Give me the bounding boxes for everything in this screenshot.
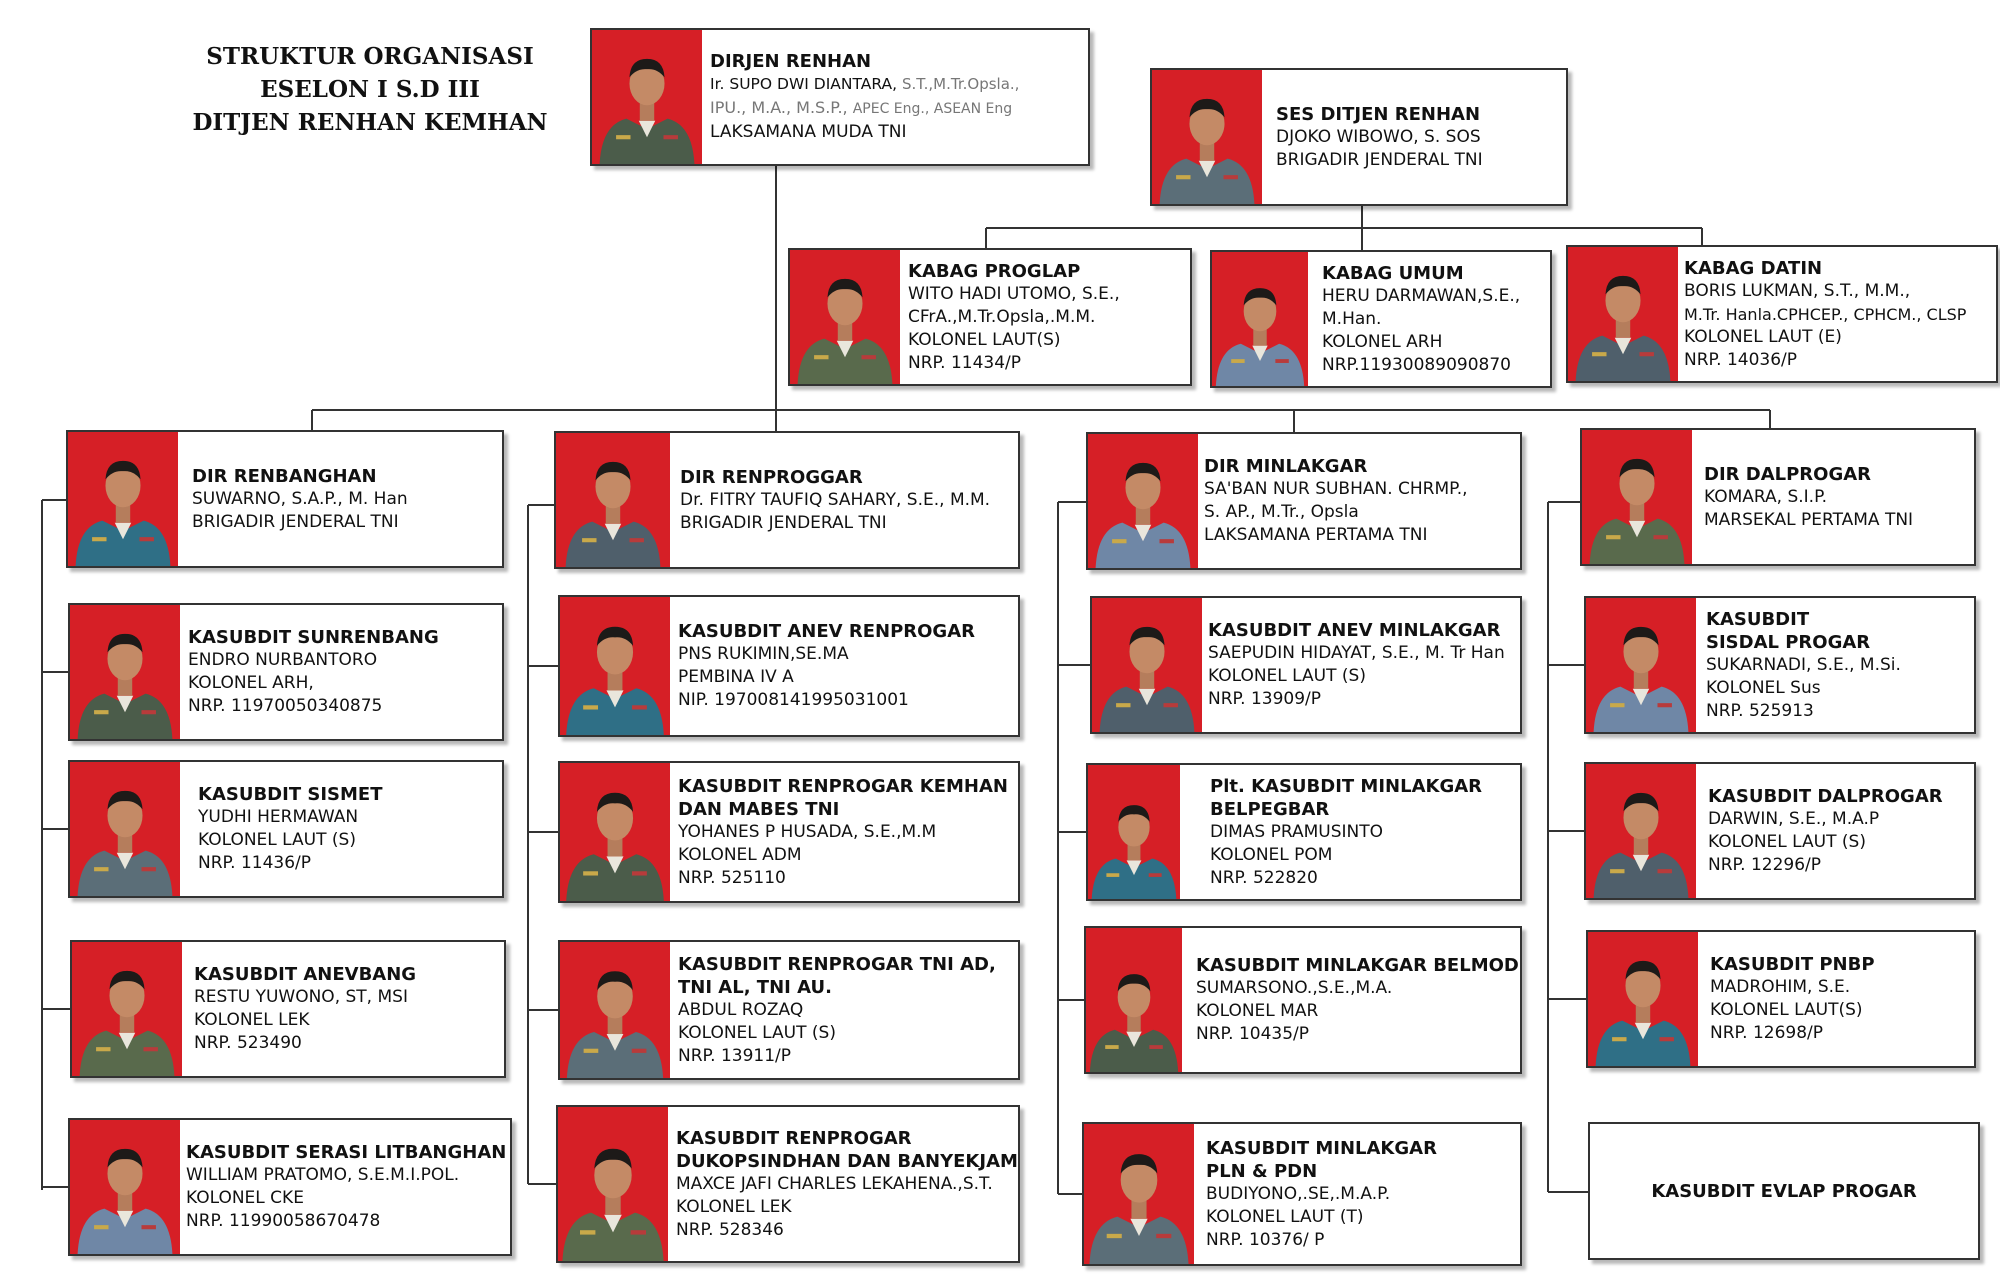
portrait-icon	[560, 942, 670, 1078]
box-kabag-proglap	[788, 248, 1192, 386]
kasubdit-renprogar-kemhan-line-3: NRP. 525110	[678, 867, 786, 888]
photo-kabag-datin	[1568, 247, 1678, 381]
kasubdit-renprogar-dukopsindhan-line-2: KOLONEL LEK	[676, 1196, 792, 1217]
kasubdit-minlakgar-pln-pdn-line-2: KOLONEL LAUT (T)	[1206, 1206, 1364, 1227]
kasubdit-minlakgar-pln-pdn-title-2: PLN & PDN	[1206, 1160, 1318, 1182]
portrait-icon	[1582, 430, 1692, 564]
box-kasubdit-anev-minlakgar	[1090, 596, 1522, 734]
kasubdit-serasi-litbanghan-line-1: WILLIAM PRATOMO, S.E.M.I.POL.	[186, 1165, 460, 1185]
kabag-proglap-line-1: WITO HADI UTOMO, S.E.,	[908, 283, 1120, 304]
photo-kasubdit-anevbang	[72, 942, 182, 1076]
dirjen-degree-3: APEC Eng., ASEAN Eng	[852, 101, 1013, 117]
dir-renproggar-title: DIR RENPROGGAR	[680, 466, 863, 488]
kasubdit-pnbp-line-1: MADROHIM, S.E.	[1710, 977, 1851, 997]
kasubdit-pnbp-line-3: NRP. 12698/P	[1710, 1023, 1823, 1043]
portrait-icon	[1086, 928, 1182, 1072]
dir-renbanghan-line-1: SUWARNO, S.A.P., M. Han	[192, 488, 408, 509]
photo-kasubdit-renprogar-dukopsindhan	[558, 1107, 668, 1261]
kabag-umum-line-3: KOLONEL ARH	[1322, 331, 1443, 352]
kasubdit-anev-minlakgar-line-1: SAEPUDIN HIDAYAT, S.E., M. Tr Han	[1208, 643, 1505, 663]
page-title	[160, 40, 580, 139]
kasubdit-anev-renprogar-title: KASUBDIT ANEV RENPROGAR	[678, 621, 975, 642]
portrait-icon	[72, 942, 182, 1076]
photo-kasubdit-anev-minlakgar	[1092, 598, 1202, 732]
portrait-icon	[1568, 247, 1678, 381]
portrait-icon	[1092, 598, 1202, 732]
dirjen-title: DIRJEN RENHAN	[710, 51, 872, 72]
kasubdit-renprogar-tni-title-2: TNI AL, TNI AU.	[678, 976, 832, 998]
kabag-umum-line-1: HERU DARMAWAN,S.E.,	[1322, 285, 1521, 306]
kasubdit-minlakgar-belmod-line-2: KOLONEL MAR	[1196, 1001, 1319, 1021]
dir-renbanghan-title: DIR RENBANGHAN	[192, 465, 377, 487]
kasubdit-minlakgar-belpegbar-title-2: BELPEGBAR	[1210, 798, 1330, 820]
kabag-umum-line-4: NRP.11930089090870	[1322, 354, 1511, 375]
box-kasubdit-renprogar-dukopsindhan	[556, 1105, 1020, 1263]
box-kasubdit-sismet	[68, 760, 504, 898]
kasubdit-sisdal-progar-title: KASUBDIT	[1706, 608, 1810, 630]
kasubdit-sismet-title: KASUBDIT SISMET	[198, 784, 383, 805]
dirjen-degree-1: S.T.,M.Tr.Opsla.,	[901, 75, 1020, 93]
kasubdit-renprogar-tni-line-2: KOLONEL LAUT (S)	[678, 1022, 836, 1043]
kasubdit-dalprogar-title: KASUBDIT DALPROGAR	[1708, 786, 1943, 807]
box-kasubdit-dalprogar	[1584, 762, 1976, 900]
portrait-icon	[1212, 252, 1308, 386]
kasubdit-renprogar-kemhan-title-2: DAN MABES TNI	[678, 798, 840, 820]
kasubdit-sismet-line-3: NRP. 11436/P	[198, 853, 311, 873]
kasubdit-dalprogar-line-2: KOLONEL LAUT (S)	[1708, 832, 1866, 852]
portrait-icon	[556, 433, 670, 567]
kasubdit-sisdal-progar-line-3: NRP. 525913	[1706, 700, 1814, 721]
dir-minlakgar-line-1: SA'BAN NUR SUBHAN. CHRMP.,	[1204, 479, 1468, 499]
kasubdit-sunrenbang-line-2: KOLONEL ARH,	[188, 673, 314, 693]
dir-dalprogar-line-1: KOMARA, S.I.P.	[1704, 486, 1828, 507]
kasubdit-sunrenbang-line-1: ENDRO NURBANTORO	[188, 650, 378, 670]
dir-renproggar-line-2: BRIGADIR JENDERAL TNI	[680, 512, 887, 533]
kasubdit-minlakgar-pln-pdn-line-1: BUDIYONO,.SE,.M.A.P.	[1206, 1183, 1391, 1204]
dirjen-rank: LAKSAMANA MUDA TNI	[710, 122, 907, 142]
kasubdit-anev-minlakgar-line-3: NRP. 13909/P	[1208, 689, 1321, 709]
kasubdit-minlakgar-belpegbar-line-3: NRP. 522820	[1210, 867, 1318, 888]
kasubdit-dalprogar-line-1: DARWIN, S.E., M.A.P	[1708, 809, 1880, 829]
portrait-icon	[560, 597, 670, 735]
box-kasubdit-evlap-progar	[1588, 1122, 1980, 1260]
box-dirjen	[590, 28, 1090, 166]
dir-dalprogar-title: DIR DALPROGAR	[1704, 463, 1872, 485]
portrait-icon	[592, 30, 702, 164]
kasubdit-anev-minlakgar-line-2: KOLONEL LAUT (S)	[1208, 666, 1366, 686]
ses-rank: BRIGADIR JENDERAL TNI	[1276, 149, 1483, 170]
kasubdit-anev-renprogar-line-1: PNS RUKIMIN,SE.MA	[678, 644, 849, 664]
kasubdit-renprogar-dukopsindhan-line-3: NRP. 528346	[676, 1219, 784, 1240]
ses-title: SES DITJEN RENHAN	[1276, 103, 1481, 125]
portrait-icon	[1588, 932, 1698, 1066]
title-line-3: DITJEN RENHAN KEMHAN	[192, 109, 548, 136]
box-kasubdit-anevbang	[70, 940, 506, 1078]
photo-dir-minlakgar	[1088, 434, 1198, 568]
photo-kasubdit-anev-renprogar	[560, 597, 670, 735]
dirjen-degree-2: IPU., M.A., M.S.P.,	[710, 98, 853, 117]
kasubdit-anevbang-line-2: KOLONEL LEK	[194, 1010, 310, 1030]
kasubdit-renprogar-tni-line-3: NRP. 13911/P	[678, 1045, 791, 1066]
photo-kasubdit-minlakgar-belpegbar	[1088, 765, 1180, 899]
dir-minlakgar-line-3: LAKSAMANA PERTAMA TNI	[1204, 525, 1428, 545]
kasubdit-renprogar-kemhan-line-2: KOLONEL ADM	[678, 844, 802, 865]
portrait-icon	[1586, 598, 1696, 732]
kasubdit-renprogar-dukopsindhan-line-1: MAXCE JAFI CHARLES LEKAHENA.,S.T.	[676, 1173, 993, 1194]
portrait-icon	[558, 1107, 668, 1261]
kabag-datin-title: KABAG DATIN	[1684, 257, 1823, 279]
kasubdit-anevbang-line-3: NRP. 523490	[194, 1033, 302, 1053]
kasubdit-anev-renprogar-line-2: PEMBINA IV A	[678, 667, 794, 687]
box-dir-renbanghan	[66, 430, 504, 568]
kasubdit-serasi-litbanghan-line-3: NRP. 11990058670478	[186, 1211, 381, 1231]
kabag-proglap-line-3: KOLONEL LAUT(S)	[908, 329, 1061, 350]
box-dir-dalprogar	[1580, 428, 1976, 566]
photo-kasubdit-renprogar-kemhan	[560, 763, 670, 901]
kasubdit-minlakgar-pln-pdn-title: KASUBDIT MINLAKGAR	[1206, 1137, 1437, 1159]
kasubdit-minlakgar-belmod-line-3: NRP. 10435/P	[1196, 1024, 1309, 1044]
photo-kasubdit-sismet	[70, 762, 180, 896]
kasubdit-minlakgar-belpegbar-line-2: KOLONEL POM	[1210, 844, 1333, 865]
kasubdit-evlap-progar-title: KASUBDIT EVLAP PROGAR	[1651, 1180, 1917, 1202]
kabag-proglap-line-2: CFrA.,M.Tr.Opsla,.M.M.	[908, 306, 1096, 327]
portrait-icon	[560, 763, 670, 901]
box-kasubdit-minlakgar-pln-pdn	[1082, 1122, 1522, 1266]
title-line-2: ESELON I S.D III	[260, 76, 480, 103]
portrait-icon	[1152, 70, 1262, 204]
box-ses	[1150, 68, 1568, 206]
box-dir-renproggar	[554, 431, 1020, 569]
photo-kasubdit-dalprogar	[1586, 764, 1696, 898]
photo-kasubdit-renprogar-tni	[560, 942, 670, 1078]
kasubdit-renprogar-tni-line-1: ABDUL ROZAQ	[678, 999, 804, 1020]
portrait-icon	[1586, 764, 1696, 898]
box-kasubdit-sunrenbang	[68, 603, 504, 741]
kasubdit-anev-minlakgar-title: KASUBDIT ANEV MINLAKGAR	[1208, 620, 1501, 641]
photo-dir-renproggar	[556, 433, 670, 567]
photo-kabag-proglap	[790, 250, 900, 384]
dir-renproggar-line-1: Dr. FITRY TAUFIQ SAHARY, S.E., M.M.	[680, 489, 991, 510]
portrait-icon	[1084, 1124, 1194, 1264]
kasubdit-sunrenbang-title: KASUBDIT SUNRENBANG	[188, 627, 439, 648]
box-kasubdit-renprogar-tni	[558, 940, 1020, 1080]
photo-kasubdit-minlakgar-pln-pdn	[1084, 1124, 1194, 1264]
kasubdit-renprogar-dukopsindhan-title: KASUBDIT RENPROGAR	[676, 1127, 912, 1149]
kasubdit-anevbang-title: KASUBDIT ANEVBANG	[194, 964, 417, 985]
dirjen-name: Ir. SUPO DWI DIANTARA,	[710, 75, 902, 93]
dir-dalprogar-line-2: MARSEKAL PERTAMA TNI	[1704, 509, 1914, 530]
photo-kabag-umum	[1212, 252, 1308, 386]
kasubdit-anevbang-line-1: RESTU YUWONO, ST, MSI	[194, 987, 408, 1007]
kasubdit-serasi-litbanghan-line-2: KOLONEL CKE	[186, 1188, 304, 1208]
box-kasubdit-sisdal-progar	[1584, 596, 1976, 734]
kabag-datin-line-4: NRP. 14036/P	[1684, 349, 1797, 370]
kabag-datin-line-1: BORIS LUKMAN, S.T., M.M.,	[1684, 280, 1911, 301]
kasubdit-minlakgar-belpegbar-title: Plt. KASUBDIT MINLAKGAR	[1210, 775, 1483, 797]
dir-minlakgar-title: DIR MINLAKGAR	[1204, 456, 1368, 477]
kasubdit-minlakgar-belmod-line-1: SUMARSONO.,S.E.,M.A.	[1196, 978, 1393, 998]
portrait-icon	[70, 605, 180, 739]
kasubdit-renprogar-kemhan-line-1: YOHANES P HUSADA, S.E.,M.M	[678, 821, 937, 842]
kasubdit-sisdal-progar-line-1: SUKARNADI, S.E., M.Si.	[1706, 654, 1901, 675]
kabag-umum-line-2: M.Han.	[1322, 308, 1382, 329]
photo-kasubdit-sisdal-progar	[1586, 598, 1696, 732]
kasubdit-renprogar-kemhan-title: KASUBDIT RENPROGAR KEMHAN	[678, 775, 1008, 797]
title-line-1: STRUKTUR ORGANISASI	[206, 43, 534, 70]
box-dir-minlakgar	[1086, 432, 1522, 570]
box-kasubdit-renprogar-kemhan	[558, 761, 1020, 903]
box-kabag-umum	[1210, 250, 1552, 388]
photo-kasubdit-minlakgar-belmod	[1086, 928, 1182, 1072]
box-kasubdit-pnbp	[1586, 930, 1976, 1068]
kasubdit-sisdal-progar-line-2: KOLONEL Sus	[1706, 677, 1821, 698]
photo-kasubdit-sunrenbang	[70, 605, 180, 739]
dir-minlakgar-line-2: S. AP., M.Tr., Opsla	[1204, 502, 1359, 522]
kasubdit-minlakgar-belmod-title: KASUBDIT MINLAKGAR BELMOD	[1196, 955, 1519, 976]
portrait-icon	[68, 432, 178, 566]
portrait-icon	[70, 762, 180, 896]
kabag-proglap-title: KABAG PROGLAP	[908, 260, 1081, 282]
ses-name: DJOKO WIBOWO, S. SOS	[1276, 126, 1481, 147]
dir-renbanghan-line-2: BRIGADIR JENDERAL TNI	[192, 511, 399, 532]
kasubdit-pnbp-line-2: KOLONEL LAUT(S)	[1710, 1000, 1863, 1020]
portrait-icon	[1088, 434, 1198, 568]
portrait-icon	[790, 250, 900, 384]
portrait-icon	[70, 1120, 180, 1254]
kasubdit-sisdal-progar-title-2: SISDAL PROGAR	[1706, 631, 1871, 653]
kabag-umum-title: KABAG UMUM	[1322, 262, 1464, 284]
kasubdit-sismet-line-1: YUDHI HERMAWAN	[198, 807, 359, 827]
photo-dirjen	[592, 30, 702, 164]
kasubdit-sunrenbang-line-3: NRP. 11970050340875	[188, 696, 383, 716]
box-kabag-datin	[1566, 245, 1998, 383]
kasubdit-pnbp-title: KASUBDIT PNBP	[1710, 954, 1875, 975]
photo-ses	[1152, 70, 1262, 204]
photo-kasubdit-pnbp	[1588, 932, 1698, 1066]
photo-dir-renbanghan	[68, 432, 178, 566]
box-kasubdit-minlakgar-belpegbar	[1086, 763, 1522, 901]
box-kasubdit-minlakgar-belmod	[1084, 926, 1522, 1074]
kasubdit-sismet-line-2: KOLONEL LAUT (S)	[198, 830, 356, 850]
kasubdit-anev-renprogar-line-3: NIP. 197008141995031001	[678, 690, 909, 710]
kasubdit-renprogar-tni-title: KASUBDIT RENPROGAR TNI AD,	[678, 953, 996, 975]
kabag-datin-line-3: KOLONEL LAUT (E)	[1684, 326, 1842, 347]
photo-dir-dalprogar	[1582, 430, 1692, 564]
kasubdit-minlakgar-pln-pdn-line-3: NRP. 10376/ P	[1206, 1229, 1325, 1250]
kabag-datin-line-2: M.Tr. Hanla.CPHCEP., CPHCM., CLSP	[1684, 304, 1967, 324]
photo-kasubdit-serasi-litbanghan	[70, 1120, 180, 1254]
portrait-icon	[1088, 765, 1180, 899]
kasubdit-dalprogar-line-3: NRP. 12296/P	[1708, 855, 1821, 875]
kasubdit-renprogar-dukopsindhan-title-2: DUKOPSINDHAN DAN BANYEKJAM	[676, 1150, 1018, 1172]
kasubdit-minlakgar-belpegbar-line-1: DIMAS PRAMUSINTO	[1210, 821, 1383, 842]
box-kasubdit-anev-renprogar	[558, 595, 1020, 737]
kabag-proglap-line-4: NRP. 11434/P	[908, 352, 1021, 373]
box-kasubdit-serasi-litbanghan	[68, 1118, 512, 1256]
kasubdit-serasi-litbanghan-title: KASUBDIT SERASI LITBANGHAN	[186, 1142, 507, 1163]
